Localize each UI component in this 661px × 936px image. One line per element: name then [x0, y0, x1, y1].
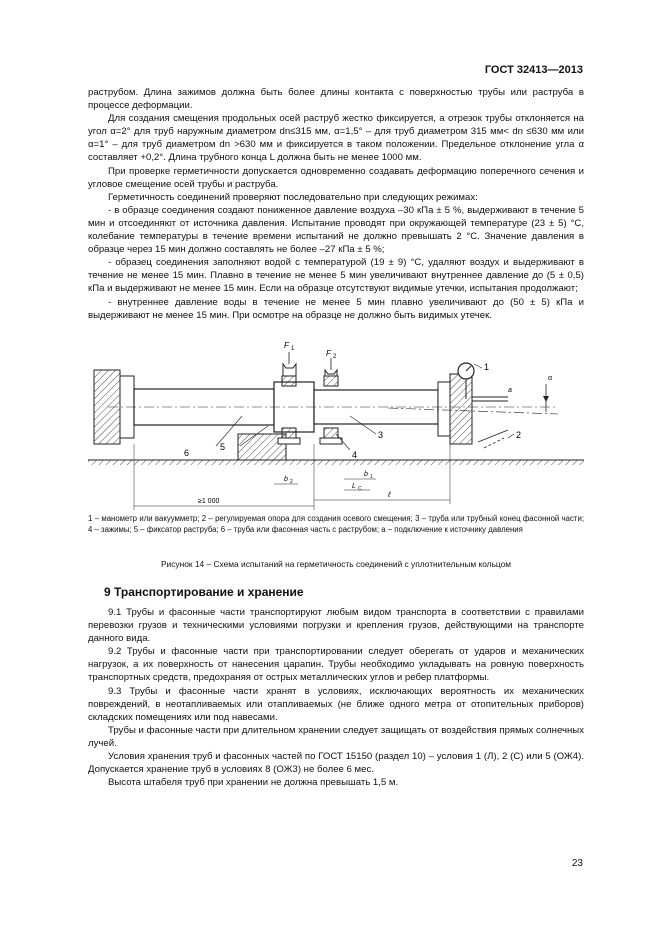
test-scheme-drawing: [88, 334, 584, 514]
ground-line: [88, 460, 584, 465]
paragraph: 9.2 Трубы и фасонные части при транспортировании следует оберегать от ударов и механических нагрузок, а их поверхность от нанесения царапин. Трубы необходимо укладывать на ровную поверхность транспортных средств, предохраняя от острых металлических углов и ребер платформы.: [88, 646, 584, 684]
paragraph: Условия хранения труб и фасонных частей по ГОСТ 15150 (раздел 10) – условия 1 (Л), 2 (С) или 5 (ОЖ4). Допускается хранение труб в условиях 8 (ОЖ3) не более 6 мес.: [88, 751, 584, 776]
paragraph: 9.1 Трубы и фасонные части транспортируют любым видом транспорта в соответствии с правилами перевозки грузов и техническими условиями погрузки и крепления грузов, действующими на транспорте данного вида.: [88, 607, 584, 645]
adjustable-support: [478, 430, 508, 448]
label-f1-sub: 1: [291, 346, 295, 352]
body-text-bottom: [88, 606, 584, 789]
label-alpha: α: [548, 375, 553, 382]
label-length: ≥1 000: [198, 498, 220, 505]
right-end-block: [438, 374, 472, 444]
label-5: 5: [220, 442, 226, 452]
label-3: 3: [378, 430, 384, 440]
label-f2-sub: 2: [333, 354, 337, 360]
paragraph: - в образце соединения создают пониженное давление воздуха –30 кПа ± 5 %, выдерживают в течение 5 мин и отсоединяют от источника давления. Испытание проводят при окружающей температуре (23 ± 5) °С, колебание температуры в течение времени испытаний не должно превышать 2 °С. Значение давления в образце через 15 мин должно составлять не более –27 кПа ± 5 %;: [88, 204, 584, 256]
label-b1: b: [364, 471, 368, 478]
label-f1: F: [284, 341, 289, 350]
paragraph: Трубы и фасонные части при длительном хранении следует защищать от воздействия прямых солнечных лучей.: [88, 724, 584, 749]
label-l: ℓ: [388, 490, 391, 499]
dimension-lines: [134, 444, 450, 510]
test-scheme-figure: [88, 334, 584, 514]
paragraph: - внутреннее давление воды в течение не менее 5 мин плавно увеличивают до (50 ± 5) кПа и выдерживают не менее 15 мин. При осмотре на образце не должно быть видимых утечек.: [88, 296, 584, 321]
paragraph: - образец соединения заполняют водой с температурой (19 ± 9) °С, удаляют воздух и выдерживают в течение не менее 15 мин. Плавно в течение не менее 5 мин увеличивают внутреннее давление до (5 ± 0,5) кПа и выдерживают не менее 15 мин. Если на образце отсутствуют видимые утечки, испытания продолжают;: [88, 257, 584, 295]
label-b2: b: [284, 476, 288, 483]
paragraph: раструбом. Длина зажимов должна быть более длины контакта с поверхностью трубы или раструба в процессе деформации.: [88, 87, 584, 112]
paragraph: Герметичность соединений проверяют последовательно при следующих режимах:: [108, 191, 478, 203]
paragraph: Для создания смещения продольных осей раструб жестко фиксируется, а отрезок трубы отклоняется на угол α=2° для труб наружным диаметром dn≤315 мм, α=1,5° – для труб диаметром 315 мм< dn ≤630 мм или α=1° – для труб диаметром dn >630 мм и фиксируется в таком положении. Предельное отклонение угла α составляет +0,2°. Длина трубного конца L должна быть не менее 1000 мм.: [88, 113, 584, 164]
label-b1-sub: 1: [370, 474, 373, 480]
label-a: a: [508, 387, 512, 394]
figure-caption: Рисунок 14 – Схема испытаний на герметичность соединений с уплотнительным кольцом: [160, 559, 512, 569]
body-text-top: [88, 86, 584, 322]
label-6: 6: [184, 448, 190, 458]
paragraph: Высота штабеля труб при хранении не должна превышать 1,5 м.: [108, 777, 399, 789]
paragraph: При проверке герметичности допускается одновременно создавать деформацию поперечного сечения и угловое смещение осей трубы и раструба.: [88, 165, 584, 190]
doc-number-header: ГОСТ 32413—2013: [484, 64, 583, 76]
alpha-angle: [543, 384, 549, 412]
page-number: 23: [571, 858, 583, 869]
label-4: 4: [352, 450, 358, 460]
figure-legend: 1 – манометр или вакуумметр; 2 – регулируемая опора для создания осевого смещения; 3 – труба или трубный конец фасонной части; 4 – зажимы; 5 – фиксатор раструба; 6 – труба или фасонная часть с раструбом; а – подключение к источнику давления: [88, 514, 584, 534]
label-2: 2: [516, 430, 522, 440]
paragraph: 9.3 Трубы и фасонные части хранят в условиях, исключающих вероятность их механических повреждений, в неотапливаемых или отапливаемых (не ближе одного метра от отопительных приборов) складских помещениях или под навесами.: [88, 685, 584, 723]
label-b2-sub: 2: [290, 479, 293, 485]
pressure-gauge: [458, 363, 474, 379]
label-lc: L: [352, 483, 356, 490]
section-title: 9 Транспортирование и хранение: [104, 585, 304, 599]
label-1: 1: [484, 362, 490, 372]
label-f2: F: [326, 349, 331, 358]
label-lc-sub: C: [358, 486, 362, 492]
